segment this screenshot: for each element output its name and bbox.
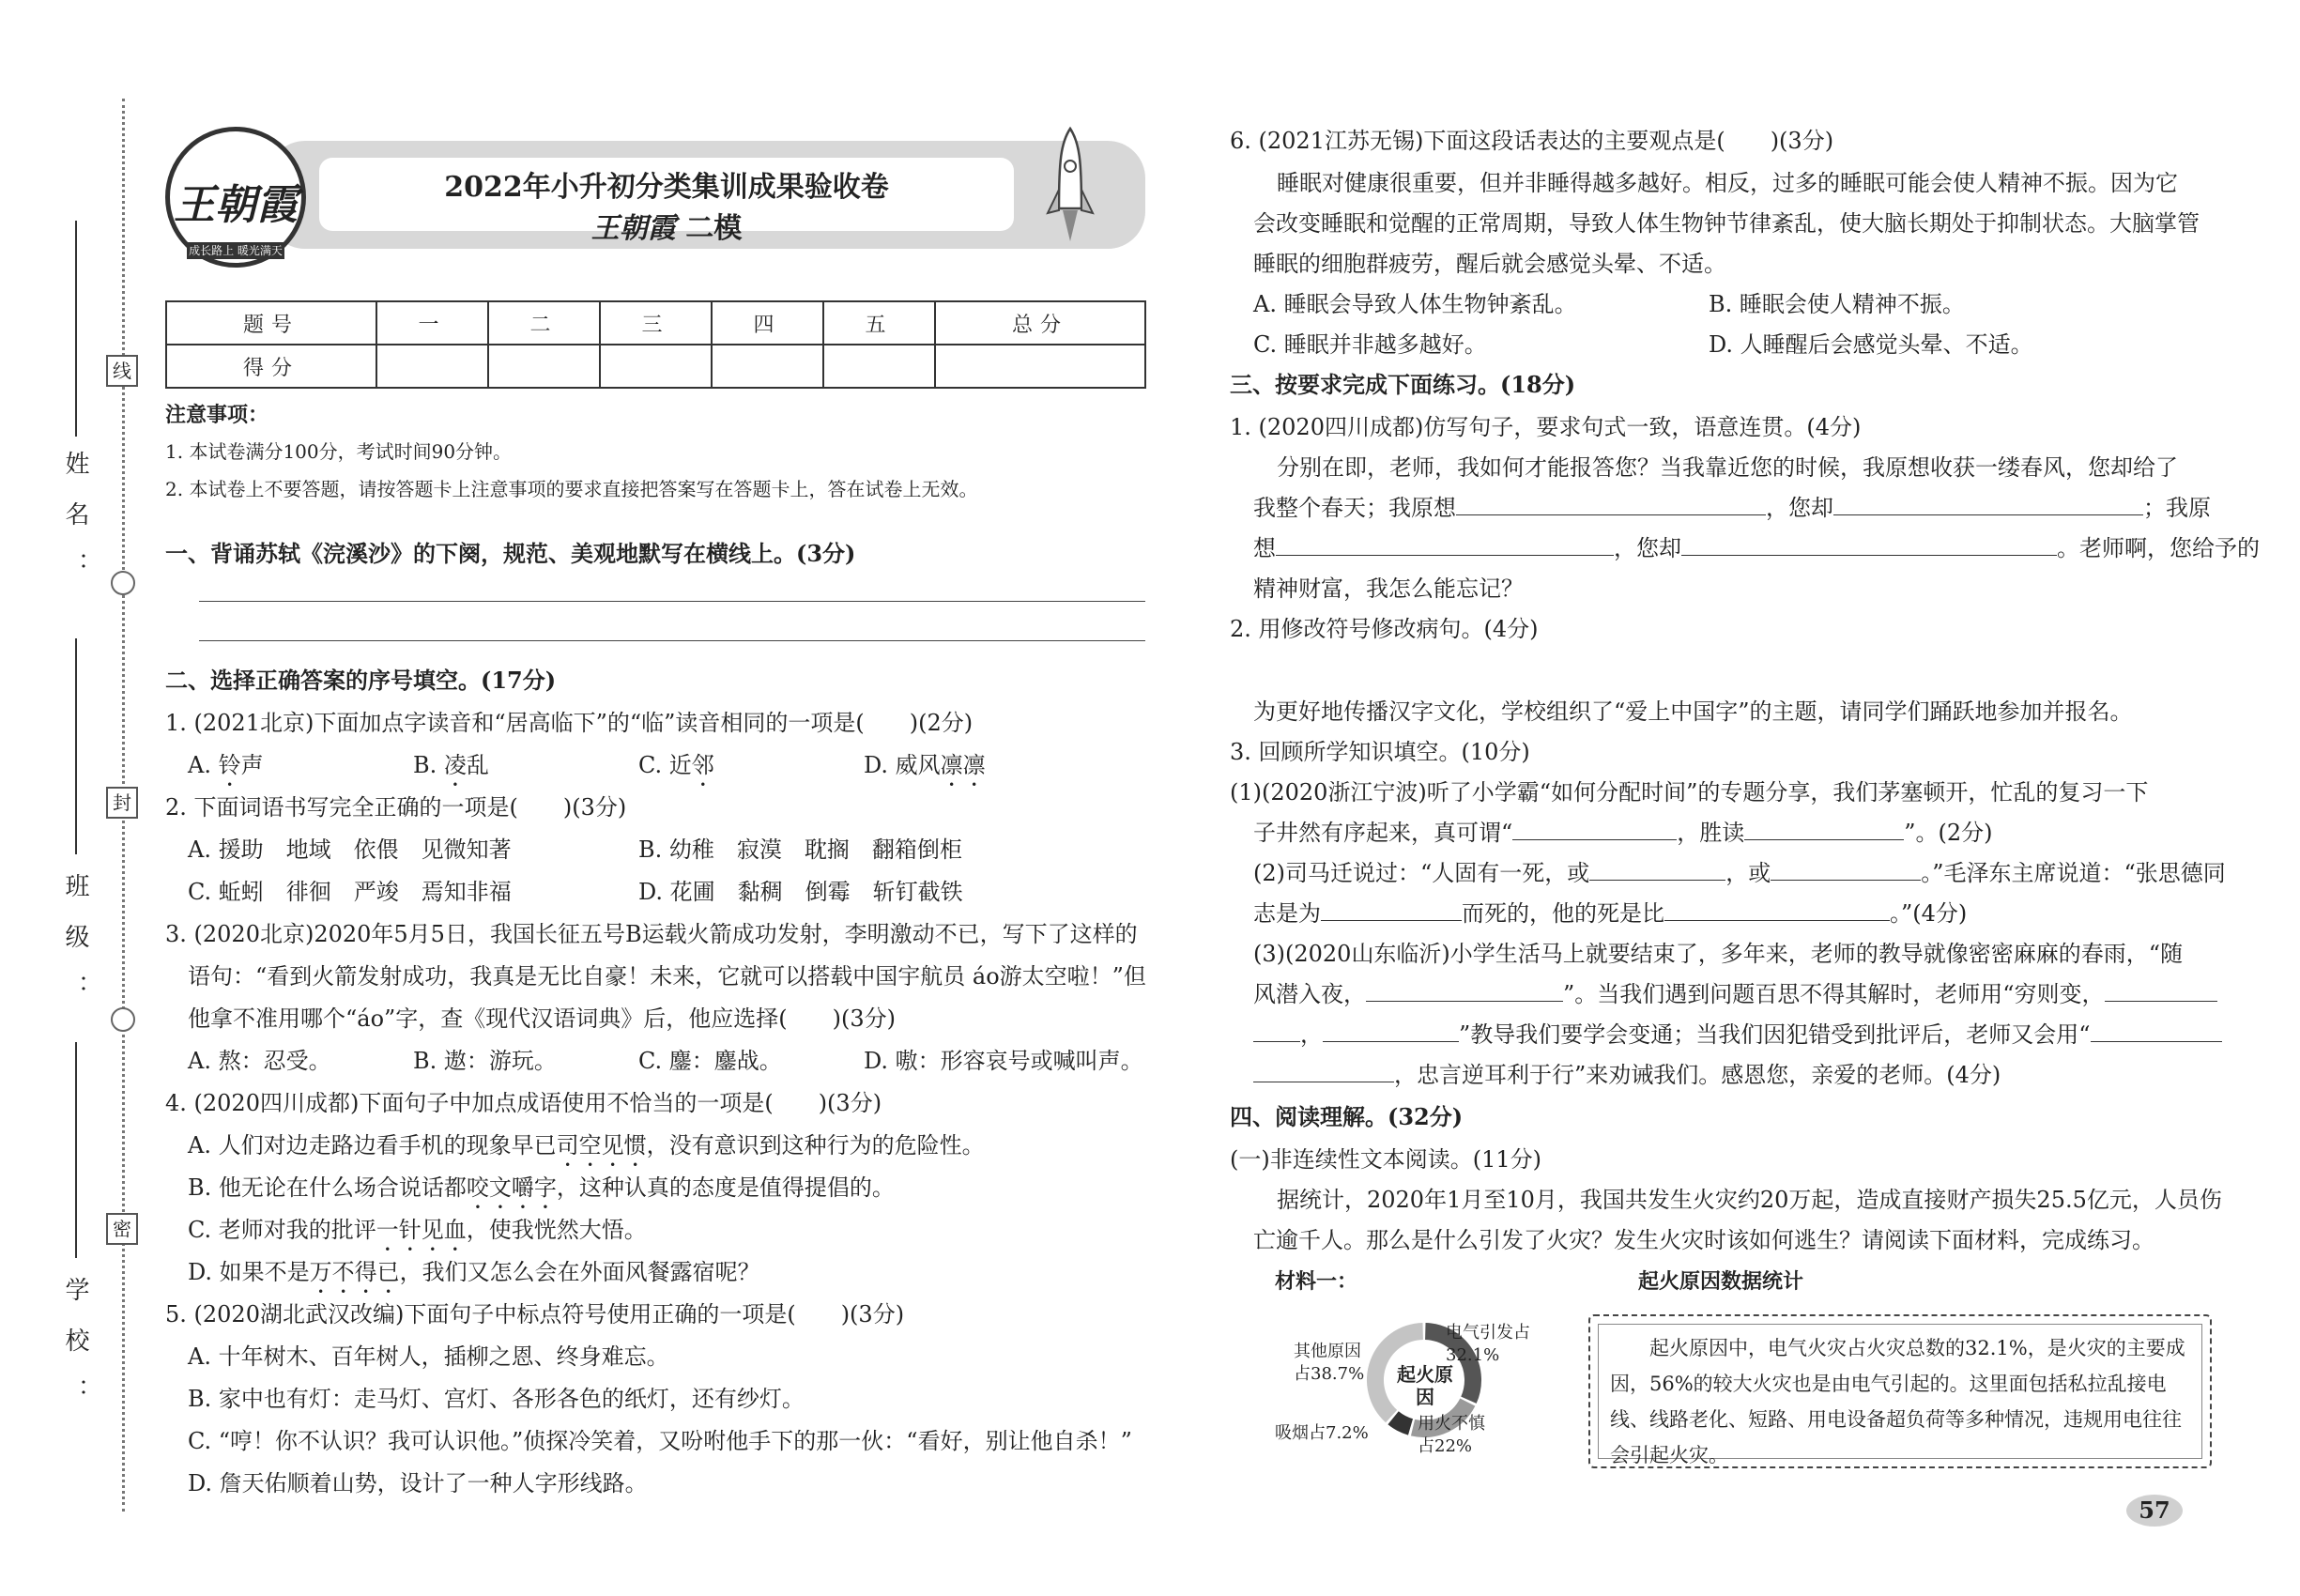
option-a[interactable]: A. 熬：忍受。 bbox=[188, 1048, 331, 1074]
fill-line: 想 ，您却 。老师啊，您给予的 bbox=[1253, 529, 2260, 562]
option-a[interactable]: A. 援助 地域 依偎 见微知著 bbox=[188, 836, 512, 863]
passage-line: 睡眠对健康很重要，但并非睡得越多越好。相反，过多的睡眠可能会使人精神不振。因为它 bbox=[1277, 170, 2178, 196]
option-b[interactable]: B. 幼稚 寂漠 耽搁 翻箱倒柜 bbox=[638, 836, 962, 863]
option-c[interactable]: C. 鏖：鏖战。 bbox=[638, 1048, 782, 1074]
option-c[interactable]: C. “哼！你不认识？我可认识他。”侦探冷笑着，又吩咐他手下的那一伙：“看好，别让他自杀！” bbox=[188, 1428, 1132, 1454]
fill-blank[interactable] bbox=[1744, 817, 1904, 840]
passage-line: 据统计，2020年1月至10月，我国共发生火灾约20万起，造成直接财产损失25.5亿元，人员伤 bbox=[1277, 1187, 2222, 1213]
name-field-line[interactable] bbox=[75, 221, 77, 437]
binding-hole bbox=[111, 571, 135, 595]
title-box bbox=[319, 158, 1014, 245]
fill-blank[interactable] bbox=[1664, 898, 1890, 921]
fill-blank[interactable] bbox=[1771, 857, 1921, 881]
score-cell[interactable] bbox=[823, 345, 935, 388]
option-d[interactable]: D. 如果不是万不得已，我们又怎么会在外面风餐露宿呢？ bbox=[188, 1259, 760, 1285]
score-header: 三 bbox=[600, 301, 712, 345]
fill-blank[interactable] bbox=[1681, 532, 2057, 556]
notes-heading: 注意事项： bbox=[165, 403, 269, 427]
rocket-icon bbox=[1042, 124, 1098, 255]
donut-slice-2 bbox=[1393, 1418, 1410, 1427]
score-header: 一 bbox=[376, 301, 488, 345]
exam-title: 2022年小升初分类集训成果验收卷 bbox=[444, 171, 889, 204]
question-stem: 3. (2020北京)2020年5月5日，我国长征五号B运载火箭成功发射，李明激动不已，写下了这样的 bbox=[165, 921, 1138, 947]
fill-blank[interactable] bbox=[1253, 1019, 1300, 1042]
binding-mark: 封 bbox=[106, 787, 138, 819]
score-header: 四 bbox=[712, 301, 823, 345]
score-cell[interactable] bbox=[488, 345, 600, 388]
binding-mark: 密 bbox=[106, 1213, 138, 1245]
fill-line: 子井然有序起来，真可谓“ ，胜读 ”。(2分) bbox=[1253, 814, 1993, 847]
option-a[interactable]: A. 铃声 bbox=[188, 752, 264, 778]
option-b[interactable]: B. 遨：游玩。 bbox=[413, 1048, 557, 1074]
fill-blank[interactable] bbox=[1323, 1019, 1459, 1042]
question-stem: 6. (2021江苏无锡)下面这段话表达的主要观点是( )(3分) bbox=[1230, 128, 1834, 154]
chart-center-label: 起火原因 bbox=[1397, 1363, 1453, 1408]
binding-mark: 线 bbox=[106, 355, 138, 387]
passage-line: 会改变睡眠和觉醒的正常周期，导致人体生物钟节律紊乱，使大脑长期处于抑制状态。大脑掌管 bbox=[1253, 210, 2200, 237]
score-cell[interactable] bbox=[600, 345, 712, 388]
fill-blank[interactable] bbox=[1456, 492, 1766, 515]
subsection-heading: (一)非连续性文本阅读。(11分) bbox=[1230, 1146, 1541, 1173]
material-text: 起火原因中，电气火灾占火灾总数的32.1%，是火灾的主要成因，56%的较大火灾也是由电气引起的。这里面包括私拉乱接电线、线路老化、短路、用电设备超负荷等多种情况，违规用电往往会引起火灾。 bbox=[1598, 1324, 2202, 1459]
option-d[interactable]: D. 詹天佑顺着山势，设计了一种人字形线路。 bbox=[188, 1470, 648, 1496]
option-c[interactable]: C. 老师对我的批评一针见血，使我恍然大悟。 bbox=[188, 1217, 647, 1243]
option-c[interactable]: C. 蚯蚓 徘徊 严竣 焉知非福 bbox=[188, 879, 512, 905]
fill-line: 风潜入夜， ”。当我们遇到问题百思不得其解时，老师用“穷则变， bbox=[1253, 975, 2217, 1008]
question-stem: 语句：“看到火箭发射成功，我真是无比自豪！未来，它就可以搭载中国宇航员 áo游太空啦！”但 bbox=[188, 963, 1146, 990]
score-header: 五 bbox=[823, 301, 935, 345]
chart-label-electric: 电气引发占32.1% bbox=[1446, 1323, 1530, 1365]
option-a[interactable]: A. 人们对边走路边看手机的现象早已司空见惯，没有意识到这种行为的危险性。 bbox=[188, 1132, 985, 1159]
school-label: 学校： bbox=[61, 1277, 89, 1429]
passage-line: 睡眠的细胞群疲劳，醒后就会感觉头晕、不适。 bbox=[1253, 251, 1726, 277]
class-field-line[interactable] bbox=[75, 638, 77, 854]
question-stem: 1. (2021北京)下面加点字读音和“居高临下”的“临”读音相同的一项是( )(2分) bbox=[165, 710, 974, 736]
section3-heading: 三、按要求完成下面练习。(18分) bbox=[1230, 371, 1576, 398]
option-b[interactable]: B. 他无论在什么场合说话都咬文嚼字，这种认真的态度是值得提倡的。 bbox=[188, 1174, 895, 1201]
question-stem: 2. 用修改符号修改病句。(4分) bbox=[1230, 616, 1539, 642]
chart-label-smoking: 吸烟占7.2% bbox=[1275, 1423, 1369, 1443]
passage-line: (3)(2020山东临沂)小学生活马上就要结束了，多年来，老师的教导就像密密麻麻的春雨，“随 bbox=[1253, 941, 2184, 967]
option-a[interactable]: A. 睡眠会导致人体生物钟紊乱。 bbox=[1253, 291, 1577, 317]
option-c[interactable]: C. 睡眠并非越多越好。 bbox=[1253, 331, 1487, 358]
score-cell[interactable] bbox=[376, 345, 488, 388]
option-d[interactable]: D. 威风凛凛 bbox=[864, 752, 986, 778]
fill-blank[interactable] bbox=[1833, 492, 2143, 515]
note-item: 2. 本试卷上不要答题，请按答题卡上注意事项的要求直接把答案写在答题卡上，答在试卷上无效。 bbox=[165, 478, 978, 500]
option-a[interactable]: A. 十年树木、百年树人，插柳之恩、终身难忘。 bbox=[188, 1343, 669, 1370]
binding-hole bbox=[111, 1007, 135, 1032]
answer-line[interactable] bbox=[199, 601, 1145, 602]
fill-line: ， ”教导我们要学会变通；当我们因犯错受到批评后，老师又会用“ bbox=[1253, 1016, 2222, 1049]
question-stem: 4. (2020四川成都)下面句子中加点成语使用不恰当的一项是( )(3分) bbox=[165, 1090, 882, 1116]
fill-line: (2)司马迁说过：“人固有一死，或 ，或 。”毛泽东主席说道：“张思德同 bbox=[1253, 854, 2226, 887]
fill-blank[interactable] bbox=[1589, 857, 1725, 881]
material-label: 材料一： bbox=[1275, 1269, 1358, 1294]
name-label: 姓名： bbox=[61, 451, 89, 603]
section1-heading: 一、背诵苏轼《浣溪沙》的下阕，规范、美观地默写在横线上。(3分) bbox=[165, 540, 856, 567]
score-cell[interactable] bbox=[935, 345, 1145, 388]
chart-title: 起火原因数据统计 bbox=[1638, 1269, 1804, 1294]
fill-blank[interactable] bbox=[1321, 898, 1462, 921]
note-item: 1. 本试卷满分100分，考试时间90分钟。 bbox=[165, 440, 513, 463]
score-header: 二 bbox=[488, 301, 600, 345]
option-b[interactable]: B. 睡眠会使人精神不振。 bbox=[1709, 291, 1965, 317]
score-header: 总分 bbox=[935, 301, 1145, 345]
fill-blank[interactable] bbox=[1276, 532, 1614, 556]
score-row-label: 得分 bbox=[166, 345, 376, 388]
question-stem: 他拿不准用哪个“áo”字，查《现代汉语词典》后，他应选择( )(3分) bbox=[188, 1005, 897, 1032]
material-text-box bbox=[1588, 1314, 2212, 1468]
score-header: 题号 bbox=[166, 301, 376, 345]
chart-label-other: 其他原因占38.7% bbox=[1294, 1342, 1365, 1384]
fill-blank[interactable] bbox=[2091, 1019, 2222, 1042]
brand-logo: 王朝霞 成长路上 暖光满天 bbox=[165, 127, 306, 268]
question-stem: 3. 回顾所学知识填空。(10分) bbox=[1230, 739, 1530, 765]
option-c[interactable]: C. 近邻 bbox=[638, 752, 714, 778]
question-stem: 2. 下面词语书写完全正确的一项是( )(3分) bbox=[165, 794, 627, 821]
option-b[interactable]: B. 家中也有灯：走马灯、宫灯、各形各色的纸灯，还有纱灯。 bbox=[188, 1386, 805, 1412]
sick-sentence[interactable]: 为更好地传播汉字文化，学校组织了“爱上中国字”的主题，请同学们踊跃地参加并报名。 bbox=[1253, 698, 2133, 725]
score-table bbox=[165, 300, 1146, 389]
score-cell[interactable] bbox=[712, 345, 823, 388]
option-d[interactable]: D. 嗷：形容哀号或喊叫声。 bbox=[864, 1048, 1143, 1074]
question-stem: 1. (2020四川成都)仿写句子，要求句式一致，语意连贯。(4分) bbox=[1230, 414, 1862, 440]
school-field-line[interactable] bbox=[75, 1042, 77, 1258]
fill-line: 我整个春天；我原想 ，您却 ；我原 bbox=[1253, 489, 2211, 522]
fill-blank[interactable] bbox=[1366, 978, 1563, 1002]
passage-line: (1)(2020浙江宁波)听了小学霸“如何分配时间”的专题分享，我们茅塞顿开，忙乱的复习一下 bbox=[1230, 779, 2149, 806]
exam-subtitle: 王朝霞 二模 bbox=[590, 212, 743, 245]
fill-blank[interactable] bbox=[2105, 978, 2217, 1002]
fill-blank[interactable] bbox=[1253, 1059, 1394, 1082]
option-d[interactable]: D. 人睡醒后会感觉头晕、不适。 bbox=[1709, 331, 2033, 358]
chart-label-fire-misuse: 用火不慎占22% bbox=[1418, 1414, 1485, 1456]
question-stem: 5. (2020湖北武汉改编)下面句子中标点符号使用正确的一项是( )(3分) bbox=[165, 1301, 905, 1327]
fill-blank[interactable] bbox=[1512, 817, 1677, 840]
answer-line[interactable] bbox=[199, 640, 1145, 641]
option-d[interactable]: D. 花圃 黏稠 倒霉 斩钉截铁 bbox=[638, 879, 963, 905]
option-b[interactable]: B. 凌乱 bbox=[413, 752, 489, 778]
passage-line: 亡逾千人。那么是什么引发了火灾？发生火灾时该如何逃生？请阅读下面材料，完成练习。 bbox=[1253, 1227, 2154, 1253]
section4-heading: 四、阅读理解。(32分) bbox=[1230, 1103, 1464, 1130]
page-number: 57 bbox=[2126, 1495, 2183, 1527]
fill-line: ，忠言逆耳利于行”来劝诫我们。感恩您，亲爱的老师。(4分) bbox=[1253, 1056, 2001, 1089]
section2-heading: 二、选择正确答案的序号填空。(17分) bbox=[165, 667, 557, 694]
passage-line: 精神财富，我怎么能忘记？ bbox=[1253, 575, 1524, 602]
fill-line: 志是为 而死的，他的死是比 。”(4分) bbox=[1253, 895, 1967, 928]
passage-line: 分别在即，老师，我如何才能报答您？当我靠近您的时候，我原想收获一缕春风，您却给了 bbox=[1277, 454, 2178, 481]
class-label: 班级： bbox=[61, 873, 89, 1025]
